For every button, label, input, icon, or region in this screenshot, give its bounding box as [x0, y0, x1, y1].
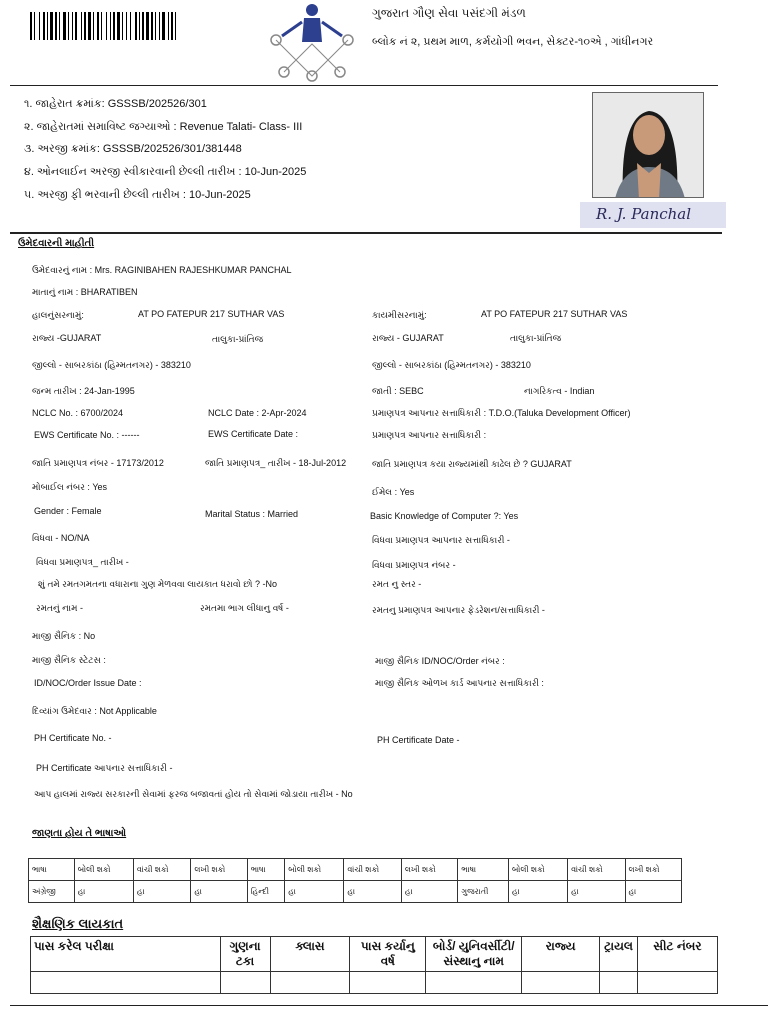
edu-cell [350, 972, 426, 994]
lang-header-cell: ભાષા [458, 859, 509, 881]
caste-certificate-date: જાતિ પ્રમાણપત્ર_ તારીખ - 18-Jul-2012 [205, 458, 347, 468]
sports-name: રમતનું નામ - [36, 603, 83, 613]
lang-header-cell: બોલી શકો [285, 859, 344, 881]
signature-image: R. J. Panchal [596, 205, 692, 223]
header-divider [10, 85, 718, 86]
computer-knowledge: Basic Knowledge of Computer ?: Yes [370, 511, 519, 521]
edu-header-cell: રાજ્ય [522, 937, 600, 972]
org-name: ગુજરાત ગૌણ સેવા પસંદગી મંડળ [372, 6, 526, 20]
edu-cell [31, 972, 221, 994]
edu-header-cell: બોર્ડ/ યુનિવર્સીટી/ સંસ્થાનુ નામ [426, 937, 522, 972]
lang-header-cell: ભાષા [29, 859, 75, 881]
lang-value-cell: હિન્દી [247, 881, 285, 903]
edu-header-cell: ગુણના ટકા [220, 937, 270, 972]
nclc-number: NCLC No. : 6700/2024 [32, 408, 124, 418]
sports-level: રમત નુ સ્તર - [372, 579, 422, 589]
lang-header-cell: લખી શકો [191, 859, 247, 881]
permanent-address-label: કાયમીસરનામું: [372, 310, 427, 320]
edu-header-cell: સીટ નંબર [638, 937, 718, 972]
edu-header-cell: પાસ કર્યાનુ વર્ષ [350, 937, 426, 972]
org-address: બ્લોક નં ૨, પ્રથમ માળ, કર્મયોગી ભવન, સેક્ટર-૧૦એ , ગાંધીનગર [372, 36, 654, 48]
section-divider [10, 232, 722, 234]
ex-serviceman-id-authority: માજી સૈનિક ઓળખ કાર્ડ આપનાર સત્તાધિકારી : [375, 678, 544, 688]
footer-divider [10, 1005, 768, 1006]
taluka-current: તાલુકા-પ્રાંતિજ [212, 334, 264, 344]
gsssb-logo [264, 2, 360, 82]
sports-question: શું તમે રમતગમતના વધારાના ગુણ મેળવવા લાયકાત ધરાવો છો ? -No [38, 579, 277, 589]
lang-value-cell: હા [74, 881, 133, 903]
state-permanent: રાજ્ય - GUJARAT [372, 333, 444, 343]
caste: જાતી : SEBC [372, 386, 424, 396]
lang-header-cell: લખી શકો [625, 859, 681, 881]
lang-value-cell: હા [625, 881, 681, 903]
district-current: જીલ્લો - સાબરકાંઠા (હિમ્મતનગર) - 383210 [32, 360, 191, 370]
disability-status: દિવ્યાંગ ઉમેદવાર : Not Applicable [32, 706, 157, 716]
taluka-permanent: તાલુકા-પ્રાંતિજ [510, 333, 562, 343]
candidate-photo [592, 92, 704, 198]
edu-cell [270, 972, 350, 994]
education-table [30, 936, 718, 994]
noc-issue-date: ID/NOC/Order Issue Date : [34, 678, 142, 688]
lang-header-cell: વાંચી શકો [344, 859, 401, 881]
lang-header-cell: વાંચી શકો [568, 859, 625, 881]
edu-cell [426, 972, 522, 994]
candidate-name: ઉમેદવારનું નામ : Mrs. RAGINIBAHEN RAJESHKUMAR PANCHAL [32, 265, 292, 275]
permanent-address: AT PO FATEPUR 217 SUTHAR VAS [481, 309, 628, 319]
post-name: ૨. જાહેરાતમાં સમાવિષ્ટ જગ્યાઓ : Revenue Talati- Class- III [24, 121, 303, 133]
widow-status: વિધવા - NO/NA [32, 533, 90, 543]
lang-value-cell: હા [344, 881, 401, 903]
lang-header-cell: ભાષા [247, 859, 285, 881]
edu-cell [638, 972, 718, 994]
marital-status: Marital Status : Married [205, 509, 299, 519]
ex-serviceman-noc-number: માજી સૈનિક ID/NOC/Order નંબર : [375, 656, 505, 666]
government-service: આપ હાલમાં રાજ્ય સરકારની સેવામાં ફરજ બજાવતાં હોય તો સેવામાં જોડાયા તારીખ - No [34, 789, 353, 799]
lang-header-cell: બોલી શકો [508, 859, 567, 881]
caste-certificate-state: જાતિ પ્રમાણપત્ર કયા રાજ્યમાંથી કાઢેલ છે ? GUJARAT [372, 459, 572, 469]
lang-header-cell: લખી શકો [401, 859, 457, 881]
edu-cell [600, 972, 638, 994]
edu-header-cell: ટ્રાયલ [600, 937, 638, 972]
education-empty-row [31, 972, 718, 994]
ph-authority: PH Certificate આપનાર સત્તાધિકારી - [36, 763, 173, 773]
last-date-fee: ૫. અરજી ફી ભરવાની છેલ્લી તારીખ : 10-Jun-2025 [24, 189, 251, 201]
education-header-row [31, 937, 718, 972]
widow-certificate-date: વિધવા પ્રમાણપત્ર_ તારીખ - [36, 557, 129, 567]
candidate-section-title: ઉમેદવારની માહીતી [18, 238, 95, 249]
widow-certificate-number: વિધવા પ્રમાણપત્ર નંબર - [372, 560, 456, 570]
nclc-date: NCLC Date : 2-Apr-2024 [208, 408, 307, 418]
edu-header-cell: ક્લાસ [270, 937, 350, 972]
languages-section-title: જાણતા હોય તે ભાષાઓ [32, 828, 127, 839]
email: ઈમેલ : Yes [372, 487, 415, 497]
edu-header-cell: પાસ કરેલ પરીક્ષા [31, 937, 221, 972]
last-date-online: ૪. ઓનલાઈન અરજી સ્વીકારવાની છેલ્લી તારીખ : 10-Jun-2025 [24, 166, 307, 178]
languages-table [28, 858, 682, 903]
mother-name: માતાનું નામ : BHARATIBEN [32, 287, 138, 297]
lang-value-cell: હા [568, 881, 625, 903]
lang-value-cell: હા [133, 881, 190, 903]
district-permanent: જીલ્લો - સાબરકાંઠા (હિમ્મતનગર) - 383210 [372, 360, 531, 370]
lang-value-cell: ગુજરાતી [458, 881, 509, 903]
edu-cell [522, 972, 600, 994]
lang-value-cell: હા [401, 881, 457, 903]
widow-authority: વિધવા પ્રમાણપત્ર આપનાર સત્તાધિકારી - [372, 535, 510, 545]
lang-value-cell: અંગ્રેજી [29, 881, 75, 903]
ph-certificate-date: PH Certificate Date - [377, 735, 460, 745]
lang-value-cell: હા [285, 881, 344, 903]
nationality: નાગરિકત્વ - Indian [524, 386, 595, 396]
languages-header-row [29, 859, 682, 881]
gender: Gender : Female [34, 506, 102, 516]
caste-certificate-number: જાતિ પ્રમાણપત્ર નંબર - 17173/2012 [32, 458, 164, 468]
mobile-number: મોબાઈલ નંબર : Yes [32, 482, 108, 492]
lang-value-cell: હા [191, 881, 247, 903]
ex-serviceman-status: માજી સૈનિક સ્ટેટસ : [32, 655, 106, 665]
state-current: રાજ્ય -GUJARAT [32, 333, 102, 343]
current-address: AT PO FATEPUR 217 SUTHAR VAS [138, 309, 285, 319]
nclc-authority: પ્રમાણપત્ર આપનાર સત્તાધિકારી : T.D.O.(Taluka Development Officer) [372, 408, 631, 418]
lang-header-cell: વાંચી શકો [133, 859, 190, 881]
advt-no: ૧. જાહેરાત ક્રમાંક: GSSSB/202526/301 [24, 98, 207, 110]
sports-authority: રમતનુ પ્રમાણપત્ર આપનાર ફેડરેશન/સત્તાધિકારી - [372, 605, 545, 615]
languages-value-row [29, 881, 682, 903]
edu-cell [220, 972, 270, 994]
education-section-title: શૈક્ષણિક લાયકાત [32, 916, 124, 931]
application-no: ૩. અરજી ક્રમાંક: GSSSB/202526/301/381448 [24, 143, 242, 155]
lang-header-cell: બોલી શકો [74, 859, 133, 881]
sports-year: રમતમા ભાગ લીધાનુ વર્ષ - [200, 603, 289, 613]
current-address-label: હાલનુંસરનામું: [32, 310, 84, 320]
ews-authority: પ્રમાણપત્ર આપનાર સત્તાધિકારી : [372, 430, 487, 440]
ex-serviceman: માજી સૈનિક : No [32, 631, 96, 641]
date-of-birth: જન્મ તારીખ : 24-Jan-1995 [32, 386, 135, 396]
lang-value-cell: હા [508, 881, 567, 903]
ph-certificate-number: PH Certificate No. - [34, 733, 112, 743]
ews-date: EWS Certificate Date : [208, 429, 299, 439]
ews-number: EWS Certificate No. : ------ [34, 430, 140, 440]
barcode [30, 12, 256, 40]
